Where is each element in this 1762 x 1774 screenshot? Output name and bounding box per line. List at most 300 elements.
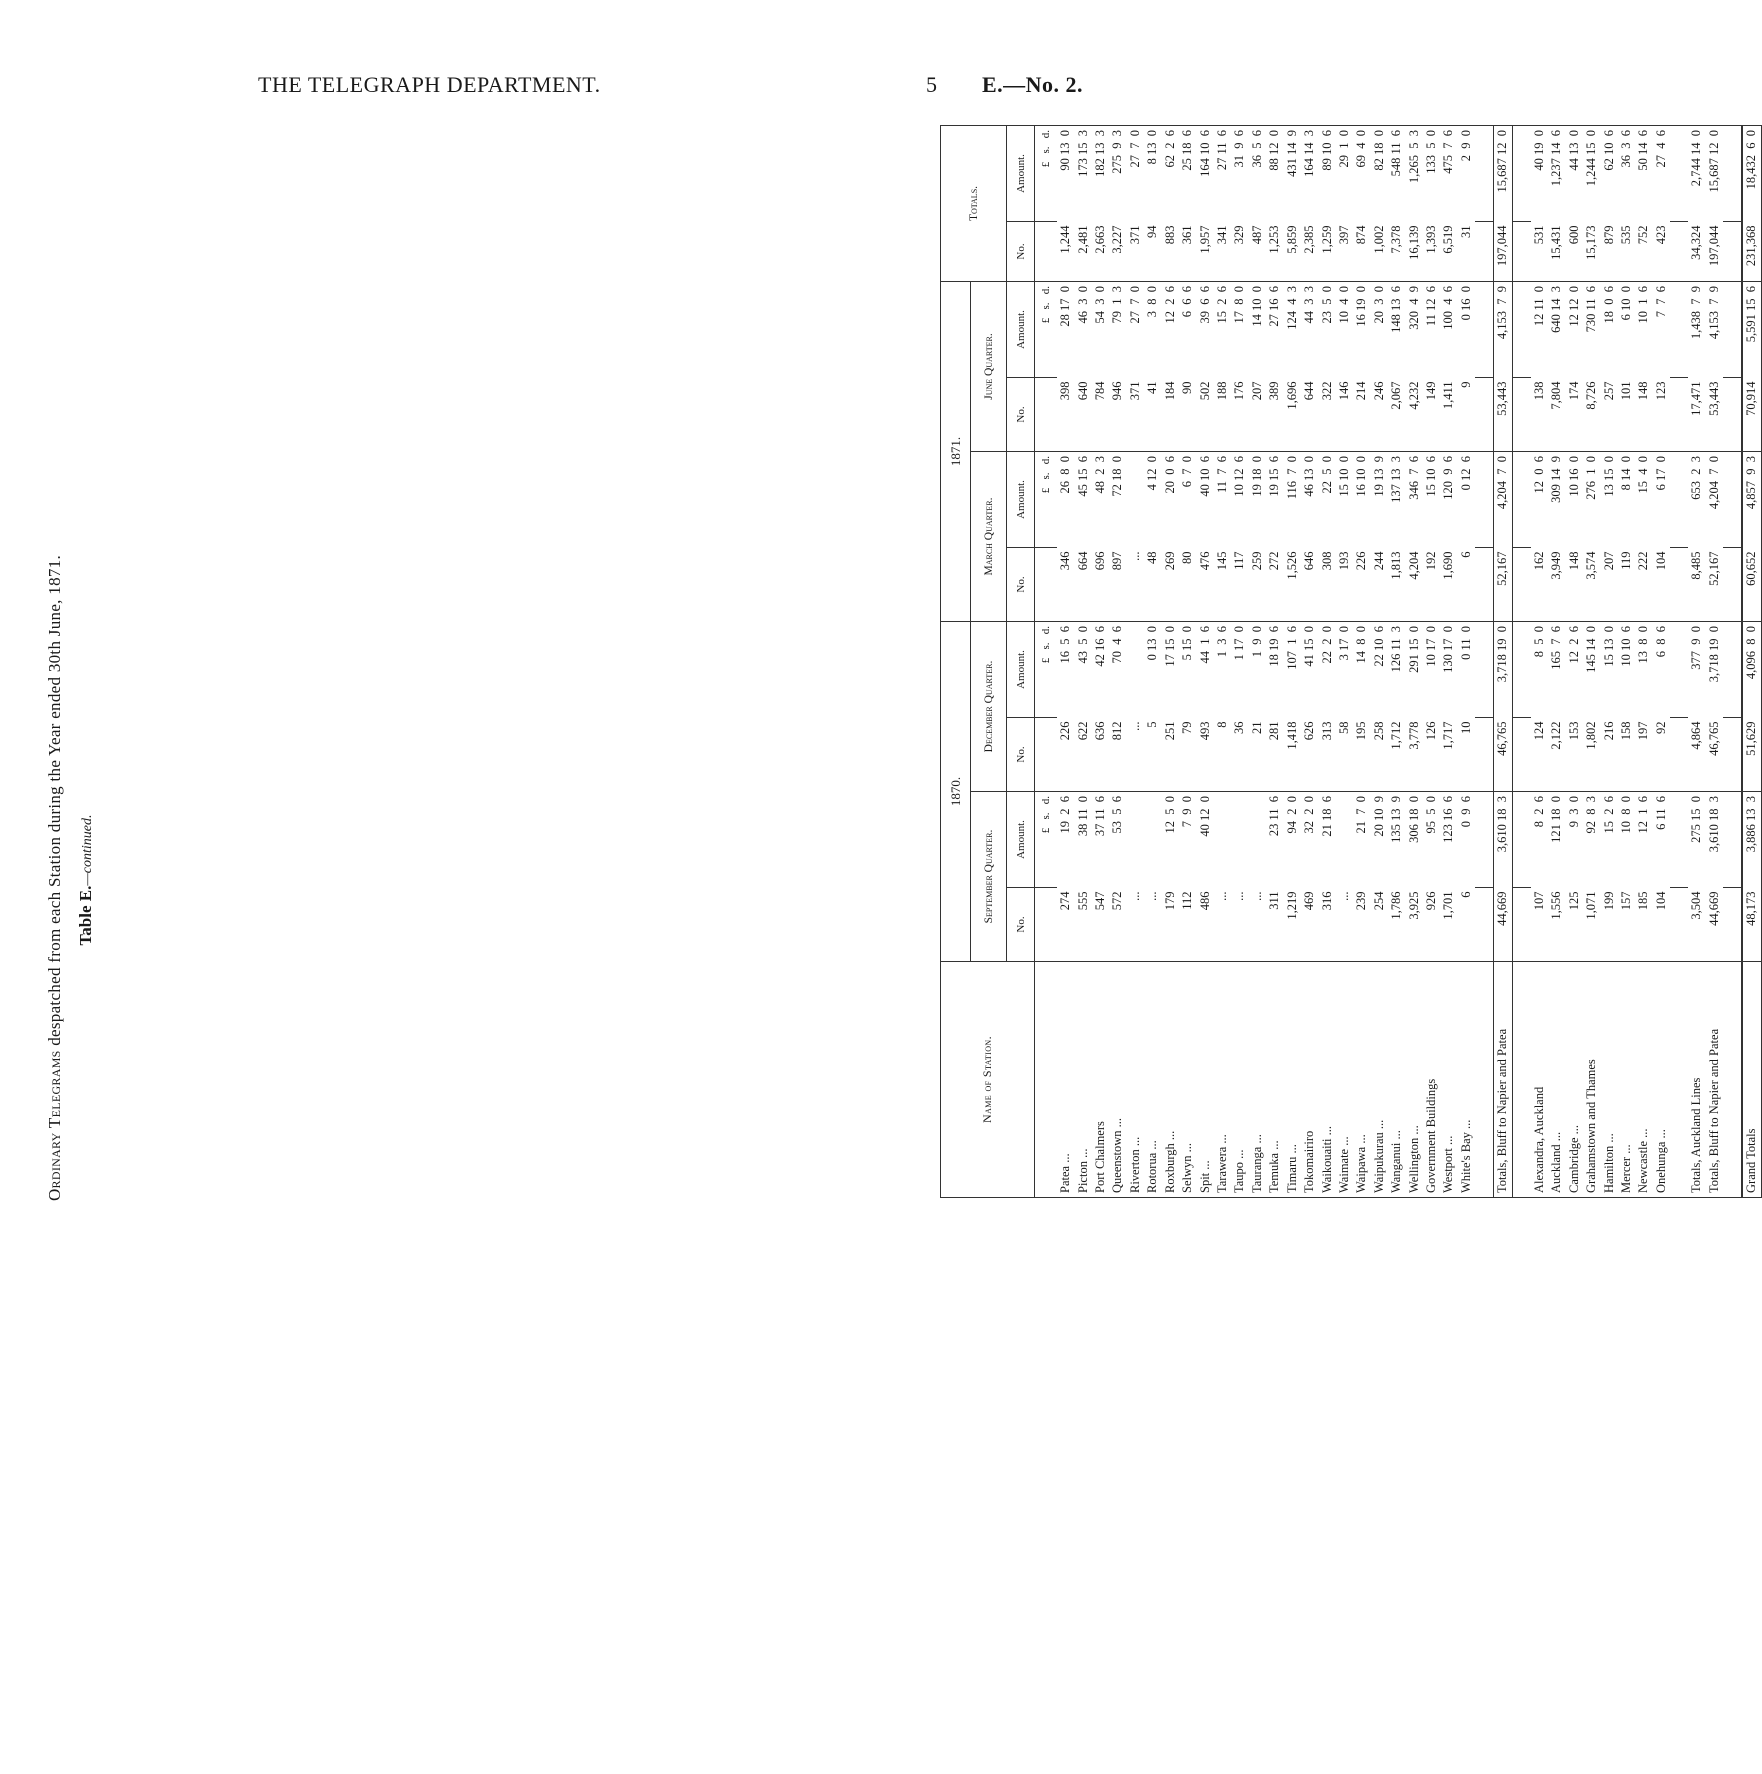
sep-amt-cell: 95 5 0 <box>1423 792 1440 888</box>
mar-amt-cell: 12 0 6 <box>1531 452 1548 548</box>
sep-no-cell: 572 <box>1110 891 1125 911</box>
mar-amt-cell: 4,204 7 0 <box>1706 452 1723 548</box>
sep-no-cell: 926 <box>1424 891 1439 911</box>
dec-amt-cell: 22 2 0 <box>1318 622 1335 718</box>
dec-no-cell: ... <box>1127 721 1142 731</box>
mar-no-cell: 1,526 <box>1284 551 1299 580</box>
jun-amount-header: Amount. <box>1007 282 1035 378</box>
dec-no-cell: 626 <box>1302 721 1317 741</box>
dec-amt-cell: 43 5 0 <box>1074 622 1091 718</box>
dec-amt-cell: 3 17 0 <box>1336 622 1353 718</box>
mar-amt-cell: 120 9 6 <box>1440 452 1457 548</box>
dec-no-cell: 158 <box>1619 721 1634 741</box>
table-row <box>1548 125 1565 1197</box>
mar-amt-cell: 309 14 9 <box>1548 452 1565 548</box>
mar-amt-cell: 276 1 0 <box>1583 452 1600 548</box>
mar-amt-cell: 15 10 0 <box>1336 452 1353 548</box>
dec-amt-cell: 0 11 0 <box>1458 622 1475 718</box>
jun-no-cell: 146 <box>1336 381 1351 401</box>
sep-no-cell: 1,786 <box>1389 891 1404 920</box>
tot-no-cell: 197,044 <box>1494 222 1513 282</box>
tot-no-cell: 1,259 <box>1319 225 1334 254</box>
sep-amt-cell: 94 2 0 <box>1283 792 1300 888</box>
mar-no-cell: 646 <box>1302 551 1317 571</box>
tot-no-cell: 531 <box>1531 225 1546 245</box>
sep-no-cell: ... <box>1145 891 1160 901</box>
sep-no-cell: 112 <box>1180 891 1195 910</box>
table-row <box>1144 125 1161 1197</box>
tot-no-cell: 15,431 <box>1549 225 1564 260</box>
mar-no-cell: 897 <box>1110 551 1125 571</box>
station-name: Waimate ... <box>1336 962 1353 1198</box>
jun-amt-cell: 16 19 0 <box>1353 282 1370 378</box>
tot-amt-cell: 25 18 6 <box>1179 125 1196 221</box>
table-row <box>1162 125 1179 1197</box>
mar-amt-cell: 22 5 0 <box>1318 452 1335 548</box>
mar-no-cell: 259 <box>1249 551 1264 571</box>
dec-amt-cell <box>1127 622 1144 718</box>
dec-amt-cell: 15 13 0 <box>1600 622 1617 718</box>
dec-amt-cell: 17 15 0 <box>1162 622 1179 718</box>
sep-no-cell: 179 <box>1162 891 1177 911</box>
station-name: Tauranga ... <box>1249 962 1266 1198</box>
tot-no-cell: 1,244 <box>1058 225 1073 254</box>
tot-amt-cell: 164 10 6 <box>1196 125 1213 221</box>
tot-amt-cell: 27 7 0 <box>1127 125 1144 221</box>
jun-amt-cell: 14 10 0 <box>1249 282 1266 378</box>
jun-no-cell: 176 <box>1232 381 1247 401</box>
tot-no-cell: 600 <box>1566 225 1581 245</box>
year-1870-header: 1870. <box>941 622 971 962</box>
station-name: Auckland ... <box>1548 962 1565 1198</box>
table-row <box>1405 125 1422 1197</box>
table-row <box>1371 125 1388 1197</box>
sep-no-cell: 486 <box>1197 891 1212 911</box>
sep-amt-cell: 9 3 0 <box>1566 792 1583 888</box>
tot-no-cell: 31 <box>1458 225 1473 238</box>
dec-amt-cell: 70 4 6 <box>1109 622 1126 718</box>
mar-no-cell: 226 <box>1354 551 1369 571</box>
sep-amt-cell: 3,610 18 3 <box>1494 792 1513 888</box>
table-row <box>1440 125 1457 1197</box>
jun-no-cell: 174 <box>1566 381 1581 401</box>
dec-no-cell: 46,765 <box>1706 721 1721 756</box>
sep-amt-cell <box>1231 792 1248 888</box>
mar-amt-cell: 19 15 6 <box>1266 452 1283 548</box>
table-row <box>1214 125 1231 1197</box>
sep-amt-cell: 10 8 0 <box>1618 792 1635 888</box>
jun-no-cell: 644 <box>1302 381 1317 401</box>
station-name: Waipukurau ... <box>1371 962 1388 1198</box>
table-row <box>1109 125 1126 1197</box>
tot-no-cell: 423 <box>1653 225 1668 245</box>
dec-no-cell: 51,629 <box>1742 718 1762 792</box>
table-row <box>1531 125 1548 1197</box>
mar-amt-cell: 346 7 6 <box>1405 452 1422 548</box>
dec-no-cell: 195 <box>1354 721 1369 741</box>
mar-amt-cell: 19 13 9 <box>1371 452 1388 548</box>
jun-no-cell: 149 <box>1424 381 1439 401</box>
page-running-title: THE TELEGRAPH DEPARTMENT. <box>258 72 601 97</box>
jun-no-cell: 640 <box>1075 381 1090 401</box>
tot-no-cell: 752 <box>1636 225 1651 245</box>
dec-amt-cell: 126 11 3 <box>1388 622 1405 718</box>
jun-no-cell: 207 <box>1249 381 1264 401</box>
dec-amt-cell: 14 8 0 <box>1353 622 1370 718</box>
sep-amt-cell <box>1214 792 1231 888</box>
tot-no-cell: 94 <box>1145 225 1160 238</box>
mar-no-cell: 664 <box>1075 551 1090 571</box>
tot-amt-cell: 15,687 12 0 <box>1494 125 1513 221</box>
tot-amt-cell: 90 13 0 <box>1057 125 1074 221</box>
table-row <box>1283 125 1300 1197</box>
unit-label: £ s. d. <box>1035 282 1058 378</box>
sep-no-cell: 48,173 <box>1742 888 1762 962</box>
tot-amt-cell: 89 10 6 <box>1318 125 1335 221</box>
table-label <box>76 810 96 950</box>
jun-amt-cell: 320 4 9 <box>1405 282 1422 378</box>
table-row <box>1318 125 1335 1197</box>
tot-amt-cell: 1,265 5 3 <box>1405 125 1422 221</box>
sep-no-cell: 1,701 <box>1441 891 1456 920</box>
mar-no-cell: 148 <box>1566 551 1581 571</box>
dec-no-cell: 258 <box>1371 721 1386 741</box>
tot-amt-cell: 50 14 6 <box>1635 125 1652 221</box>
table-label-text: Table E. <box>76 885 95 946</box>
subtotal-row-bluff-repeat <box>1706 125 1723 1197</box>
station-name: Roxburgh ... <box>1162 962 1179 1198</box>
mar-no-cell: 244 <box>1371 551 1386 571</box>
mar-no-cell: 162 <box>1531 551 1546 571</box>
spacer-row <box>1723 125 1742 1197</box>
mar-no-cell: 272 <box>1267 551 1282 571</box>
sep-no-cell: 1,556 <box>1549 891 1564 920</box>
dec-no-cell: 197 <box>1636 721 1651 741</box>
jun-no-cell: 41 <box>1145 381 1160 394</box>
sep-amt-cell: 15 2 6 <box>1600 792 1617 888</box>
sep-amt-cell: 23 11 6 <box>1266 792 1283 888</box>
station-name: Alexandra, Auckland <box>1531 962 1548 1198</box>
tot-no-cell: 535 <box>1619 225 1634 245</box>
jun-no-cell: 946 <box>1110 381 1125 401</box>
tot-no-cell: 361 <box>1180 225 1195 245</box>
mar-no-cell: 48 <box>1145 551 1160 564</box>
station-name: Cambridge ... <box>1566 962 1583 1198</box>
mar-amount-header: Amount. <box>1007 452 1035 548</box>
mar-amt-cell: 10 12 6 <box>1231 452 1248 548</box>
tot-amt-cell: 475 7 6 <box>1440 125 1457 221</box>
tot-amt-cell: 548 11 6 <box>1388 125 1405 221</box>
tot-no-cell: 5,859 <box>1284 225 1299 254</box>
tot-amt-cell: 36 3 6 <box>1618 125 1635 221</box>
document-reference: E.—No. 2. <box>982 72 1084 97</box>
dec-no-cell: 1,418 <box>1284 721 1299 750</box>
sep-amt-cell: 0 9 6 <box>1458 792 1475 888</box>
dec-amt-cell: 4,096 8 0 <box>1742 622 1762 718</box>
jun-amt-cell: 4,153 7 9 <box>1706 282 1723 378</box>
dec-no-cell: 21 <box>1249 721 1264 734</box>
dec-amt-cell: 42 16 6 <box>1092 622 1109 718</box>
tot-no-cell: 341 <box>1215 225 1229 245</box>
jun-amt-cell: 5,591 15 6 <box>1742 282 1762 378</box>
station-column-header: Name of Station. <box>941 962 1035 1198</box>
sep-no-cell: 274 <box>1058 891 1073 911</box>
jun-no-cell: 53,443 <box>1706 381 1721 416</box>
table-row <box>1127 125 1144 1197</box>
jun-amt-cell: 39 6 6 <box>1196 282 1213 378</box>
tot-no-cell: 16,139 <box>1406 225 1421 260</box>
station-name: Patea ... <box>1057 962 1074 1198</box>
unit-row <box>1035 125 1058 1197</box>
jun-amt-cell: 100 4 6 <box>1440 282 1457 378</box>
mar-no-cell: 269 <box>1162 551 1177 571</box>
sep-no-cell: 1,071 <box>1584 891 1599 920</box>
mar-amt-cell: 137 13 3 <box>1388 452 1405 548</box>
table-row <box>1566 125 1583 1197</box>
jun-no-cell: 184 <box>1162 381 1177 401</box>
dec-amt-cell: 22 10 6 <box>1371 622 1388 718</box>
table-row <box>1618 125 1635 1197</box>
sep-amt-cell: 306 18 0 <box>1405 792 1422 888</box>
tot-amt-cell: 40 19 0 <box>1531 125 1548 221</box>
sep-amt-cell: 275 15 0 <box>1688 792 1705 888</box>
tot-amt-cell: 1,237 14 6 <box>1548 125 1565 221</box>
dec-amt-cell: 41 15 0 <box>1301 622 1318 718</box>
dec-no-cell: 812 <box>1110 721 1125 741</box>
tot-no-cell: 2,663 <box>1093 225 1108 254</box>
table-title <box>45 478 65 1278</box>
sep-amt-cell: 8 2 6 <box>1531 792 1548 888</box>
station-name: Waipawa ... <box>1353 962 1370 1198</box>
sep-no-cell: 104 <box>1653 891 1668 911</box>
unit-label: £ s. d. <box>1035 452 1058 548</box>
sep-amt-cell: 53 5 6 <box>1109 792 1126 888</box>
jun-amt-cell: 27 7 0 <box>1127 282 1144 378</box>
jun-no-cell: 123 <box>1653 381 1668 401</box>
sep-no-cell: 199 <box>1601 891 1616 911</box>
rotated-table-wrapper <box>940 126 1762 1198</box>
station-name: Westport ... <box>1440 962 1457 1198</box>
dec-no-cell: 4,864 <box>1689 721 1704 750</box>
dec-no-cell: 10 <box>1458 721 1473 734</box>
jun-no-cell: 90 <box>1180 381 1195 394</box>
station-name: Port Chalmers <box>1092 962 1109 1198</box>
tot-amt-cell: 31 9 6 <box>1231 125 1248 221</box>
jun-no-cell: 188 <box>1215 381 1229 401</box>
tot-amount-header: Amount. <box>1007 125 1035 221</box>
dec-amt-cell: 165 7 6 <box>1548 622 1565 718</box>
sep-no-cell: ... <box>1215 891 1229 901</box>
sep-amt-cell: 32 2 0 <box>1301 792 1318 888</box>
station-name: Spit ... <box>1196 962 1213 1198</box>
dec-amt-cell: 145 14 0 <box>1583 622 1600 718</box>
dec-amt-cell: 0 13 0 <box>1144 622 1161 718</box>
jun-amt-cell: 12 2 6 <box>1162 282 1179 378</box>
tot-no-cell: 15,173 <box>1584 225 1599 260</box>
mar-amt-cell: 15 4 0 <box>1635 452 1652 548</box>
tot-amt-cell: 27 11 6 <box>1214 125 1231 221</box>
dec-no-cell: 36 <box>1232 721 1247 734</box>
september-quarter-header: September Quarter. <box>971 792 1007 962</box>
mar-no-cell: 3,949 <box>1549 551 1564 580</box>
mar-no-cell: 193 <box>1336 551 1351 571</box>
mar-no-cell: 145 <box>1215 551 1229 571</box>
sep-amt-cell: 21 18 6 <box>1318 792 1335 888</box>
dec-amt-cell: 377 9 0 <box>1688 622 1705 718</box>
dec-amt-cell: 5 15 0 <box>1179 622 1196 718</box>
dec-amt-cell: 6 8 6 <box>1653 622 1670 718</box>
tot-amt-cell: 173 15 3 <box>1074 125 1091 221</box>
mar-amt-cell: 653 2 3 <box>1688 452 1705 548</box>
table-row <box>1600 125 1617 1197</box>
sep-amt-cell <box>1336 792 1353 888</box>
tot-no-cell: 2,481 <box>1075 225 1090 254</box>
mar-amt-cell <box>1127 452 1144 548</box>
sep-no-cell: ... <box>1127 891 1142 901</box>
mar-no-cell: 696 <box>1093 551 1108 571</box>
jun-no-cell: 502 <box>1197 381 1212 401</box>
sep-amt-cell: 7 9 0 <box>1179 792 1196 888</box>
jun-amt-cell: 730 11 6 <box>1583 282 1600 378</box>
tot-no-cell: 7,378 <box>1389 225 1404 254</box>
mar-amt-cell: 10 16 0 <box>1566 452 1583 548</box>
mar-no-header: No. <box>1007 548 1035 622</box>
jun-amt-cell: 23 5 0 <box>1318 282 1335 378</box>
sep-no-cell: 316 <box>1319 891 1334 911</box>
jun-no-cell: 1,411 <box>1441 381 1456 410</box>
table-row <box>1583 125 1600 1197</box>
station-name: Waikouaiti ... <box>1318 962 1335 1198</box>
jun-amt-cell: 18 0 6 <box>1600 282 1617 378</box>
station-name: Government Buildings <box>1423 962 1440 1198</box>
tot-amt-cell: 62 2 6 <box>1162 125 1179 221</box>
mar-amt-cell: 0 12 6 <box>1458 452 1475 548</box>
table-row <box>1266 125 1283 1197</box>
mar-amt-cell: 20 0 6 <box>1162 452 1179 548</box>
table-row <box>1179 125 1196 1197</box>
mar-amt-cell: 40 10 6 <box>1196 452 1213 548</box>
dec-amount-header: Amount. <box>1007 622 1035 718</box>
jun-no-cell: 53,443 <box>1494 378 1513 452</box>
tot-amt-cell: 62 10 6 <box>1600 125 1617 221</box>
dec-amt-cell: 130 17 0 <box>1440 622 1457 718</box>
jun-amt-cell: 124 4 3 <box>1283 282 1300 378</box>
tot-amt-cell: 36 5 6 <box>1249 125 1266 221</box>
december-quarter-header: December Quarter. <box>971 622 1007 792</box>
jun-amt-cell: 20 3 0 <box>1371 282 1388 378</box>
sep-amt-cell: 40 12 0 <box>1196 792 1213 888</box>
dec-amt-cell: 10 17 0 <box>1423 622 1440 718</box>
mar-no-cell: 104 <box>1653 551 1668 571</box>
dec-no-cell: 2,122 <box>1549 721 1564 750</box>
station-name: Riverton ... <box>1127 962 1144 1198</box>
jun-no-cell: 257 <box>1601 381 1616 401</box>
mar-no-cell: 52,167 <box>1494 548 1513 622</box>
table-row <box>1231 125 1248 1197</box>
tot-amt-cell: 27 4 6 <box>1653 125 1670 221</box>
dec-no-cell: 124 <box>1531 721 1546 741</box>
tot-no-cell: 371 <box>1127 225 1142 245</box>
dec-no-cell: 79 <box>1180 721 1195 734</box>
tot-amt-cell: 18,432 6 0 <box>1742 125 1762 221</box>
sep-no-cell: 254 <box>1371 891 1386 911</box>
dec-amt-cell: 12 2 6 <box>1566 622 1583 718</box>
station-name: Totals, Bluff to Napier and Patea <box>1494 962 1513 1198</box>
table-row <box>1635 125 1652 1197</box>
jun-amt-cell: 27 16 6 <box>1266 282 1283 378</box>
mar-amt-cell: 16 10 0 <box>1353 452 1370 548</box>
mar-no-cell: 4,204 <box>1406 551 1421 580</box>
table-row <box>1353 125 1370 1197</box>
station-name: Tarawera ... <box>1214 962 1231 1198</box>
tot-amt-cell: 182 13 3 <box>1092 125 1109 221</box>
dec-no-cell: 58 <box>1336 721 1351 734</box>
mar-amt-cell: 4 12 0 <box>1144 452 1161 548</box>
sep-amt-cell: 21 7 0 <box>1353 792 1370 888</box>
station-name: Grahamstown and Thames <box>1583 962 1600 1198</box>
mar-no-cell: 346 <box>1058 551 1073 571</box>
tot-no-cell: 879 <box>1601 225 1616 245</box>
mar-amt-cell: 48 2 3 <box>1092 452 1109 548</box>
jun-amt-cell: 7 7 6 <box>1653 282 1670 378</box>
tot-amt-cell: 8 13 0 <box>1144 125 1161 221</box>
station-name: Selwyn ... <box>1179 962 1196 1198</box>
page-number: 5 <box>926 72 938 97</box>
jun-amt-cell: 15 2 6 <box>1214 282 1231 378</box>
dec-no-cell: 636 <box>1093 721 1108 741</box>
mar-amt-cell: 6 7 0 <box>1179 452 1196 548</box>
mar-no-cell: 6 <box>1458 551 1473 558</box>
dec-no-cell: 5 <box>1145 721 1160 728</box>
sep-no-cell: 157 <box>1619 891 1634 911</box>
station-name: Wellington ... <box>1405 962 1422 1198</box>
jun-no-cell: 70,914 <box>1742 378 1762 452</box>
station-name: Onehunga ... <box>1653 962 1670 1198</box>
dec-no-cell: 1,802 <box>1584 721 1599 750</box>
jun-amt-cell: 54 3 0 <box>1092 282 1109 378</box>
sep-amt-cell: 6 11 6 <box>1653 792 1670 888</box>
jun-no-cell: 246 <box>1371 381 1386 401</box>
jun-amt-cell: 4,153 7 9 <box>1494 282 1513 378</box>
jun-amt-cell: 148 13 6 <box>1388 282 1405 378</box>
sep-no-cell: 44,669 <box>1494 888 1513 962</box>
station-name: Temuka ... <box>1266 962 1283 1198</box>
subtotal-row-bluff <box>1494 125 1513 1197</box>
table-row <box>1092 125 1109 1197</box>
jun-amt-cell: 11 12 6 <box>1423 282 1440 378</box>
tot-amt-cell: 431 14 9 <box>1283 125 1300 221</box>
mar-no-cell: 192 <box>1424 551 1439 571</box>
station-name: Totals, Auckland Lines <box>1688 962 1705 1198</box>
jun-no-cell: 214 <box>1354 381 1369 401</box>
dec-no-cell: 313 <box>1319 721 1334 741</box>
dec-no-cell: 46,765 <box>1494 718 1513 792</box>
dec-amt-cell: 1 9 0 <box>1249 622 1266 718</box>
jun-amt-cell: 6 10 0 <box>1618 282 1635 378</box>
tot-no-cell: 1,253 <box>1267 225 1282 254</box>
mar-amt-cell: 11 7 6 <box>1214 452 1231 548</box>
sep-amt-cell: 19 2 6 <box>1057 792 1074 888</box>
mar-amt-cell: 8 14 0 <box>1618 452 1635 548</box>
table-title-suffix: despatched from each Station during the Year ended 30th June, 1871. <box>45 554 64 1046</box>
table-row <box>1301 125 1318 1197</box>
sep-amt-cell <box>1249 792 1266 888</box>
station-name: Queenstown ... <box>1109 962 1126 1198</box>
mar-amt-cell: 6 17 0 <box>1653 452 1670 548</box>
dec-no-header: No. <box>1007 718 1035 792</box>
table-row <box>1458 125 1475 1197</box>
mar-amt-cell: 4,204 7 0 <box>1494 452 1513 548</box>
